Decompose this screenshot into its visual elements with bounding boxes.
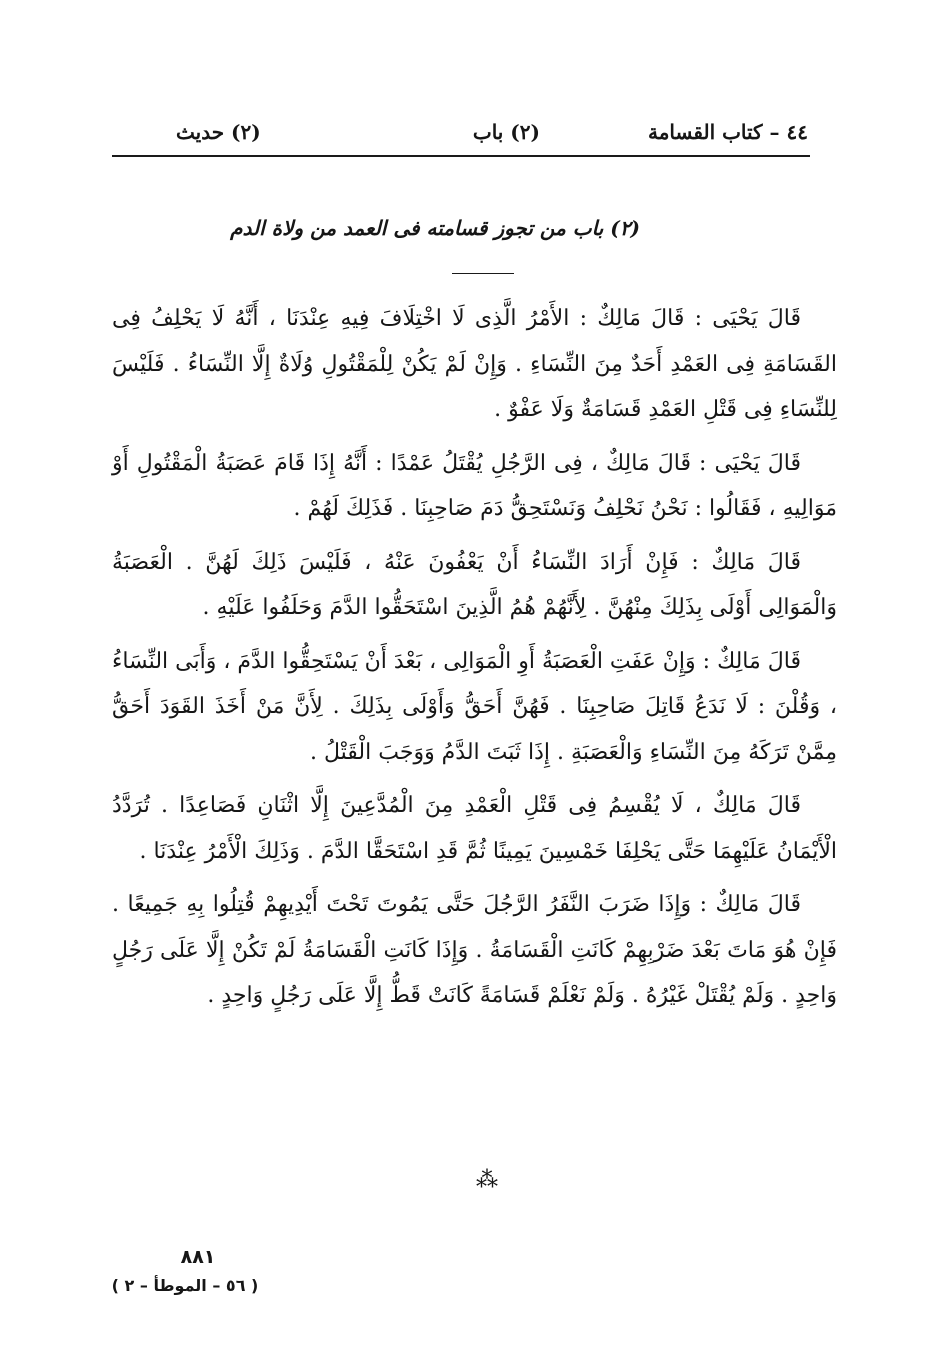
running-header <box>112 120 808 154</box>
paragraph: قَالَ مَالِكٌ ، لَا يُقْسِمُ فِى قَتْلِ الْعَمْدِ مِنَ الْمُدَّعِينَ إِلَّا اثْنَانِ فَصَاعِدًا . تُرَدَّدُ الْأَيْمَانُ عَلَيْهِمَا حَتَّى يَحْلِفَا خَمْسِينَ يَمِينًا ثُمَّ قَدِ اسْتَحَقَّا الدَّمَ . وَذَلِكَ الْأَمْرُ عِنْدَنَا . <box>112 793 837 864</box>
printer-signature: ( ٥٦ – الموطأ – ٢ ) <box>111 1276 259 1295</box>
bab-number: (٢) باب <box>472 120 540 144</box>
paragraph: قَالَ مَالِكٌ : وَإِذَا ضَرَبَ النَّفَرُ الرَّجُلَ حَتَّى يَمُوتَ تَحْتَ أَيْدِيهِمْ قُتِلُوا بِهِ جَمِيعًا . فَإِنْ هُوَ مَاتَ بَعْدَ ضَرْبِهِمْ كَانَتِ الْقَسَامَةُ . وَإِذَا كَانَتِ الْقَسَامَةُ لَمْ تَكُنْ إِلَّا عَلَى رَجُلٍ وَاحِدٍ . وَلَمْ يُقْتَلْ غَيْرُهُ . وَلَمْ نَعْلَمْ قَسَامَةً كَانَتْ قَطُّ إِلَّا عَلَى رَجُلٍ وَاحِدٍ . <box>112 892 837 1008</box>
paragraph: قَالَ مَالِكٌ : فَإِنْ أَرَادَ النِّسَاءُ أَنْ يَعْفُونَ عَنْهُ ، فَلَيْسَ ذَلِكَ لَهُنَّ . الْعَصَبَةُ وَالْمَوَالِى أَوْلَى بِذَلِكَ مِنْهُنَّ . لِأَنَّهُمْ هُمُ الَّذِينَ اسْتَحَقُّوا الدَّمَ وَحَلَفُوا عَلَيْهِ . <box>112 549 837 620</box>
title-divider <box>452 273 514 274</box>
book-title: ٤٤ – كتاب القسامة <box>648 120 808 144</box>
chapter-title: (٢) باب من تجوز قسامته فى العمد من ولاة الدم <box>230 216 640 240</box>
paragraph: قَالَ يَحْيَى : قَالَ مَالِكٌ ، فِى الرَّجُلِ يُقْتَلُ عَمْدًا : أَنَّهُ إِذَا قَامَ عَصَبَةُ الْمَقْتُولِ أَوْ مَوَالِيهِ ، فَقَالُوا : نَحْنُ نَحْلِفُ وَنَسْتَحِقُّ دَمَ صَاحِبِنَا . فَذَلِكَ لَهُمْ . <box>112 450 837 521</box>
paragraph: قَالَ مَالِكٌ : وَإِنْ عَفَتِ الْعَصَبَةُ أَوِ الْمَوَالِى ، بَعْدَ أَنْ يَسْتَحِقُّوا الدَّمَ ، وَأَبَى النِّسَاءُ ، وَقُلْنَ : لَا نَدَعُ قَاتِلَ صَاحِبِنَا . فَهُنَّ أَحَقُّ وَأَوْلَى بِذَلِكَ . لِأَنَّ مَنْ أَخَذَ القَوَدَ أَحَقُّ مِمَّنْ تَرَكَهُ مِنَ النِّسَاءِ وَالْعَصَبَةِ . إِذَا ثَبَتَ الدَّمُ وَوَجَبَ الْقَتْلُ . <box>112 648 837 765</box>
page-number: ٨٨١ <box>180 1246 216 1268</box>
header-divider <box>112 155 810 157</box>
hadith-number: (٢) حديث <box>176 120 261 144</box>
body-text <box>112 296 837 1027</box>
section-end-ornament: ⁂ <box>476 1168 496 1193</box>
paragraph: قَالَ يَحْيَى : قَالَ مَالِكٌ : الأَمْرُ الَّذِى لَا اخْتِلَافَ فِيهِ عِنْدَنَا ، أَنَّهُ لَا يَحْلِفُ فِى القَسَامَةِ فِى العَمْدِ أَحَدٌ مِنَ النِّسَاءِ . وَإِنْ لَمْ يَكُنْ لِلْمَقْتُولِ وُلَاةٌ إِلَّا النِّسَاءُ . فَلَيْسَ لِلنِّسَاءِ فِى قَتْلِ العَمْدِ قَسَامَةٌ وَلَا عَفْوٌ . <box>112 306 837 422</box>
